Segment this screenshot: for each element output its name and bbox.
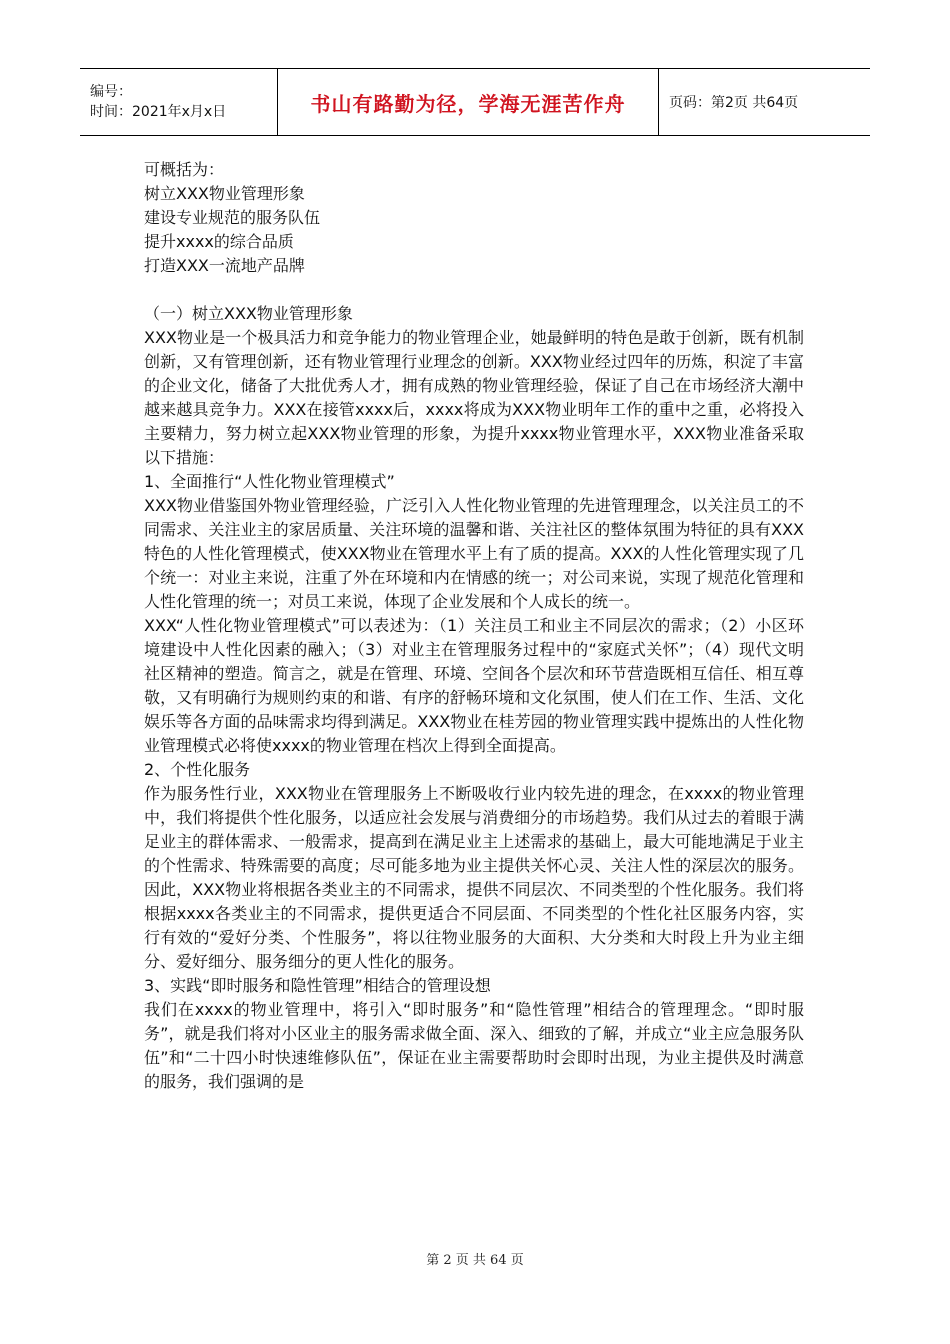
page-footer: 第 2 页 共 64 页 [426, 1253, 524, 1268]
summary-line: 建设专业规范的服务队伍 [144, 208, 321, 227]
document-body [144, 158, 804, 1094]
summary-line: 可概括为： [144, 160, 225, 179]
summary-line: 打造XXX一流地产品牌 [144, 256, 305, 275]
body-paragraph: XXX物业借鉴国外物业管理经验，广泛引入人性化物业管理的先进管理理念，以关注员工的不同需求、关注业主的家居质量、关注环境的温馨和谐、关注社区的整体氛围为特征的具有XXX特色的人性化管理模式，使XXX物业在管理水平上有了质的提高。XXX的人性化管理实现了几个统一：对业主来说，注重了外在环境和内在情感的统一；对公司来说，实现了规范化管理和人性化管理的统一；对员工来说，体现了企业发展和个人成长的统一。 [144, 496, 804, 611]
section-heading: （一）树立XXX物业管理形象 [144, 304, 353, 323]
serial-number: 编号： [90, 84, 132, 100]
spacer [144, 278, 804, 302]
date-label: 时间：2021年x月x日 [90, 104, 227, 120]
header-meta [80, 69, 278, 135]
subsection-heading: 3、实践“即时服务和隐性管理”相结合的管理设想 [144, 976, 491, 995]
header-page-cell [659, 69, 870, 135]
subsection-heading: 1、全面推行“人性化物业管理模式” [144, 472, 395, 491]
body-paragraph: 我们在xxxx的物业管理中，将引入“即时服务”和“隐性管理”相结合的管理理念。“即时服务”，就是我们将对小区业主的服务需求做全面、深入、细致的了解，并成立“业主应急服务队伍”和“二十四小时快速维修队伍”，保证在业主需要帮助时会即时出现，为业主提供及时满意的服务，我们强调的是 [144, 1000, 804, 1091]
subsection-heading: 2、个性化服务 [144, 760, 251, 779]
body-paragraph: XXX物业是一个极具活力和竞争能力的物业管理企业，她最鲜明的特色是敢于创新，既有机制创新，又有管理创新，还有物业管理行业理念的创新。XXX物业经过四年的历炼，积淀了丰富的企业文化，储备了大批优秀人才，拥有成熟的物业管理经验，保证了自己在市场经济大潮中越来越具竞争力。XXX在接管xxxx后，xxxx将成为XXX物业明年工作的重中之重，必将投入主要精力，努力树立起XXX物业管理的形象，为提升xxxx物业管理水平，XXX物业准备采取以下措施： [144, 328, 804, 467]
body-paragraph: 作为服务性行业，XXX物业在管理服务上不断吸收行业内较先进的理念，在xxxx的物业管理中，我们将提供个性化服务，以适应社会发展与消费细分的市场趋势。我们从过去的着眼于满足业主的群体需求、一般需求，提高到在满足业主上述需求的基础上，最大可能地满足于业主的个性需求、特殊需要的高度；尽可能多地为业主提供关怀心灵、关注人性的深层次的服务。因此，XXX物业将根据各类业主的不同需求，提供不同层次、不同类型的个性化服务。我们将根据xxxx各类业主的不同需求，提供更适合不同层面、不同类型的个性化社区服务内容，实行有效的“爱好分类、个性服务”，将以往物业服务的大面积、大分类和大时段上升为业主细分、爱好细分、服务细分的更人性化的服务。 [144, 784, 804, 971]
page-number-label: 页码：第2页 共64页 [669, 95, 799, 111]
header-motto-cell [278, 69, 659, 135]
document-header [80, 68, 870, 136]
summary-line: 树立XXX物业管理形象 [144, 184, 305, 203]
body-paragraph: XXX“人性化物业管理模式”可以表述为：（1）关注员工和业主不同层次的需求；（2）小区环境建设中人性化因素的融入；（3）对业主在管理服务过程中的“家庭式关怀”；（4）现代文明社区精神的塑造。简言之，就是在管理、环境、空间各个层次和环节营造既相互信任、相互尊敬，又有明确行为规则约束的和谐、有序的舒畅环境和文化氛围，使人们在工作、生活、文化娱乐等各方面的品味需求均得到满足。XXX物业在桂芳园的物业管理实践中提炼出的人性化物业管理模式必将使xxxx的物业管理在档次上得到全面提高。 [144, 616, 804, 755]
summary-line: 提升xxxx的综合品质 [144, 232, 294, 251]
motto-text: 书山有路勤为径，学海无涯苦作舟 [310, 91, 626, 116]
